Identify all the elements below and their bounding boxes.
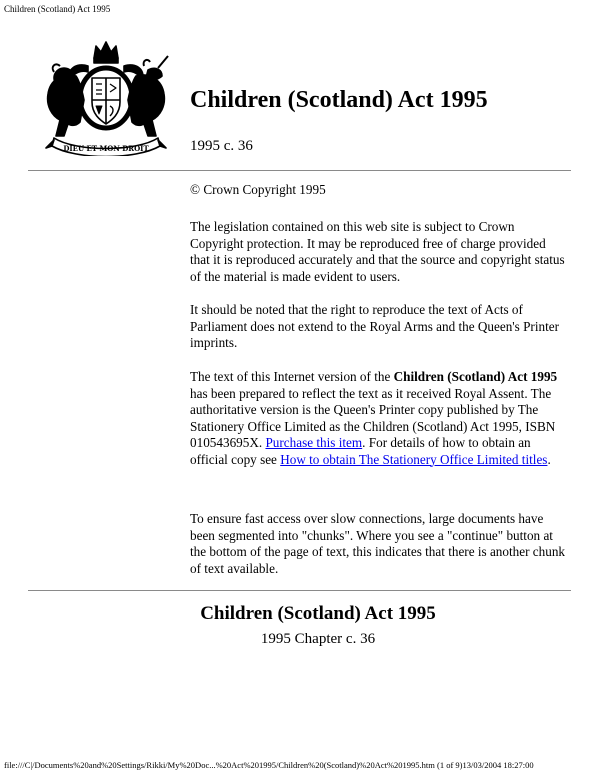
page-header-title: Children (Scotland) Act 1995 [4,4,111,14]
crown-copyright-paragraph [190,219,565,285]
paragraph-text: has been prepared to reflect the text as it received Royal Assent. The authoritative version is the Queen's Printer copy published by The Stationery Office Limited as the Children (Scotland) Act 1995, ISBN 010543695X. [190,385,556,450]
act-name-bold: Children (Scotland) Act 1995 [393,369,558,384]
royal-arms-crest-icon [36,36,176,156]
purchase-item-link[interactable]: Purchase this item [265,435,363,450]
paragraph-text: . [547,451,551,467]
section-chapter: 1995 Chapter c. 36 [260,631,376,647]
internet-version-paragraph [190,369,565,468]
paragraph-text: . For details of how to obtain an official copy see [190,435,531,467]
crest-motto: DIEU ET MON DROIT [63,144,149,153]
bottom-divider [28,590,571,591]
paragraph-text: The text of this Internet version of the [190,369,394,384]
act-citation: 1995 c. 36 [190,138,253,154]
print-footer-file-path: file:///C|/Documents%20and%20Settings/Rikki/My%20Doc...%20Act%201995/Children%20(Scotland)%20Act%201995.htm (1 of 9)13/03/2004 18:27:00 [4,760,534,770]
chunks-paragraph [190,511,565,577]
how-to-obtain-link[interactable]: How to obtain The Stationery Office Limited titles [280,451,548,467]
section-title: Children (Scotland) Act 1995 [200,603,436,624]
copyright-notice: © Crown Copyright 1995 [190,182,326,197]
paragraph-text: It should be noted that the right to reproduce the text of Acts of Parliament does not extend to the Royal Arms and the Queen's Printer imprints. [190,302,559,350]
paragraph-text: The legislation contained on this web site is subject to Crown Copyright protection. It may be reproduced free of charge provided that it is reproduced accurately and that the source and copyright status of the material is made evident to users. [190,219,565,284]
royal-arms-paragraph [190,302,565,352]
page-title: Children (Scotland) Act 1995 [190,87,488,113]
top-divider [28,170,571,171]
paragraph-text: To ensure fast access over slow connections, large documents have been segmented into "chunks". Where you see a "continue" button at the bottom of the page of text, this indicates that there is another chunk of text available. [190,511,566,576]
